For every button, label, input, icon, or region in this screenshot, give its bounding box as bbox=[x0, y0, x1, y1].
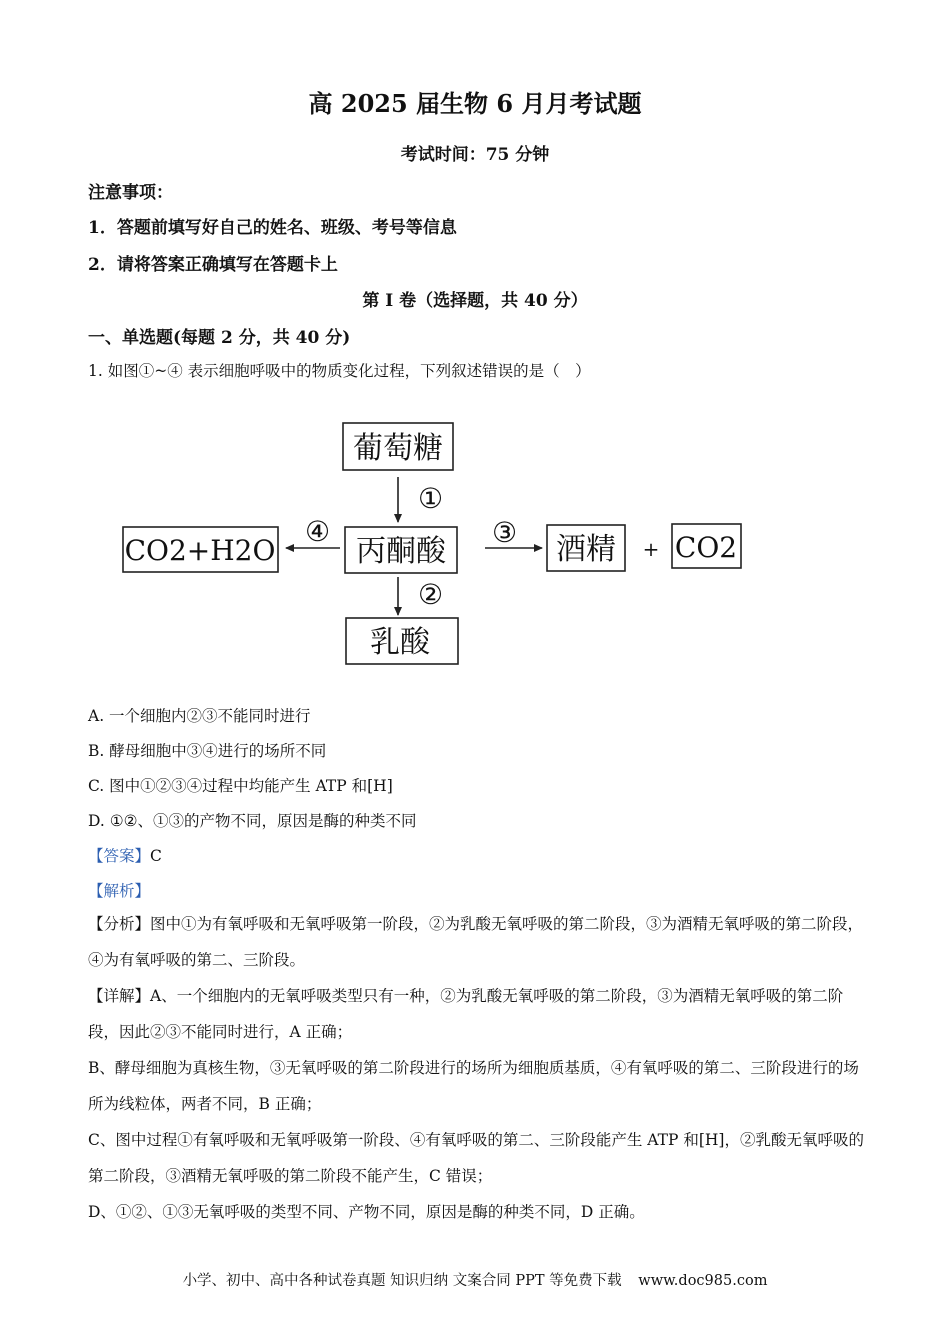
section-heading: 一、单选题(每题 2 分，共 40 分) bbox=[88, 328, 351, 348]
pyruvate-label: 丙酮酸 bbox=[356, 534, 446, 569]
option-c: C. 图中①②③④过程中均能产生 ATP 和[H] bbox=[88, 777, 393, 795]
analysis-tag: 【解析】 bbox=[88, 882, 151, 900]
step-3-label: ③ bbox=[492, 516, 518, 549]
question-stem: 1. 如图①~④ 表示细胞呼吸中的物质变化过程，下列叙述错误的是（ ） bbox=[88, 362, 591, 380]
detail-paragraph-a bbox=[88, 978, 864, 1050]
part-heading: 第 I 卷（选择题，共 40 分） bbox=[362, 291, 588, 311]
glucose-label: 葡萄糖 bbox=[353, 431, 443, 466]
exam-title: 高 2025 届生物 6 月月考试题 bbox=[308, 89, 642, 118]
step-4-label: ④ bbox=[305, 515, 331, 548]
detail-a-text: A、一个细胞内的无氧呼吸类型只有一种，②为乳酸无氧呼吸的第二阶段，③为酒精无氧呼吸的第二阶段，因此②③不能同时进行，A 正确； bbox=[88, 987, 844, 1041]
option-b: B. 酵母细胞中③④进行的场所不同 bbox=[88, 742, 327, 760]
alcohol-label: 酒精 bbox=[556, 532, 616, 567]
respiration-diagram bbox=[100, 405, 760, 675]
notes-item-1: 1．答题前填写好自己的姓名、班级、考号等信息 bbox=[88, 218, 457, 238]
footer-url[interactable]: www.doc985.com bbox=[638, 1273, 768, 1289]
footer bbox=[0, 1269, 950, 1290]
step-1-label: ① bbox=[418, 482, 444, 515]
detail-paragraph-b: B、酵母细胞为真核生物，③无氧呼吸的第二阶段进行的场所为细胞质基质，④有氧呼吸的第二、三阶段进行的场所为线粒体，两者不同，B 正确； bbox=[88, 1059, 859, 1113]
exam-duration: 考试时间：75 分钟 bbox=[400, 145, 550, 165]
notes-item-2: 2．请将答案正确填写在答题卡上 bbox=[88, 255, 338, 275]
option-d: D. ①②、①③的产物不同，原因是酶的种类不同 bbox=[88, 812, 417, 830]
answer-value: C bbox=[150, 847, 162, 865]
footer-text: 小学、初中、高中各种试卷真题 知识归纳 文案合同 PPT 等免费下载 bbox=[182, 1273, 622, 1289]
answer-line bbox=[88, 844, 162, 866]
fenxi-tag: 【分析】 bbox=[88, 915, 151, 933]
answer-tag: 【答案】 bbox=[88, 847, 151, 865]
xiangjie-tag: 【详解】 bbox=[88, 987, 151, 1005]
detail-paragraph-c: C、图中过程①有氧呼吸和无氧呼吸第一阶段、④有氧呼吸的第二、三阶段能产生 ATP 和[H]，②乳酸无氧呼吸的第二阶段，③酒精无氧呼吸的第二阶段不能产生，C 错误； bbox=[88, 1131, 864, 1185]
fenxi-text: 图中①为有氧呼吸和无氧呼吸第一阶段，②为乳酸无氧呼吸的第二阶段，③为酒精无氧呼吸的第二阶段，④为有氧呼吸的第二、三阶段。 bbox=[88, 915, 864, 969]
co2-label: CO2 bbox=[674, 531, 738, 564]
analysis-paragraph bbox=[88, 906, 864, 978]
lactic-acid-label: 乳酸 bbox=[370, 625, 430, 660]
plus-sign: + bbox=[642, 537, 660, 561]
notes-heading: 注意事项： bbox=[88, 183, 173, 203]
step-2-label: ② bbox=[418, 578, 444, 611]
co2-h2o-label: CO2+H2O bbox=[124, 534, 276, 567]
detail-paragraph-d: D、①②、①③无氧呼吸的类型不同、产物不同，原因是酶的种类不同，D 正确。 bbox=[88, 1203, 645, 1221]
option-a: A. 一个细胞内②③不能同时进行 bbox=[88, 707, 311, 725]
